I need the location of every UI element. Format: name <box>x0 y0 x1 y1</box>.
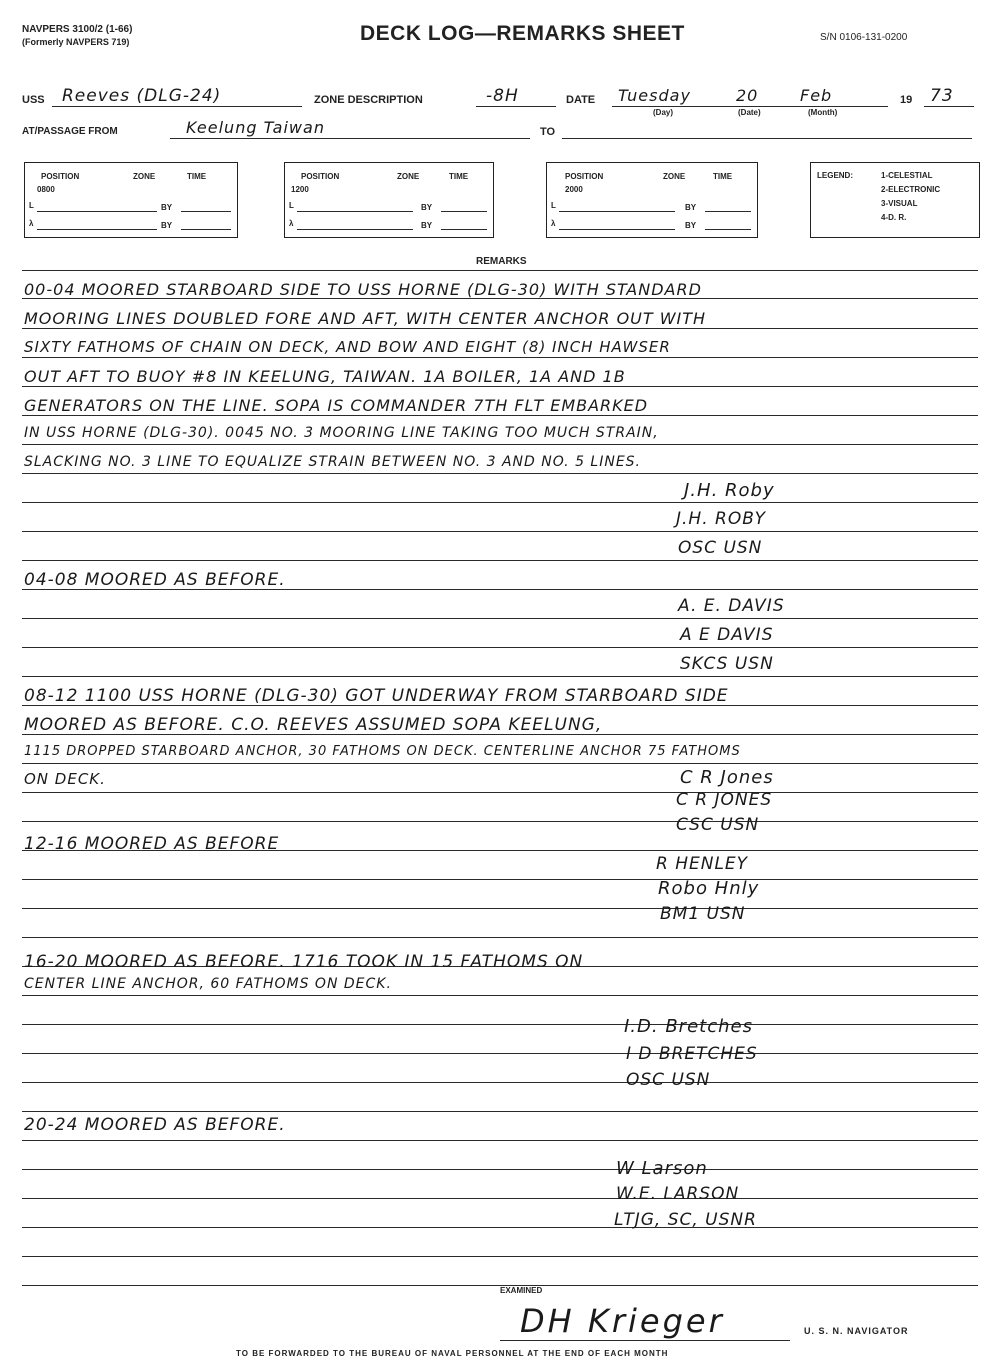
ruled-line <box>22 995 978 996</box>
remark-line: MOORED AS BEFORE. C.O. REEVES ASSUMED SOPA KEELUNG, <box>24 715 603 735</box>
longitude-line <box>297 229 413 230</box>
legend-item: 4-D. R. <box>881 213 907 222</box>
latitude-line <box>37 211 157 212</box>
by-line <box>705 229 751 230</box>
remark-line: CENTER LINE ANCHOR, 60 FATHOMS ON DECK. <box>24 976 392 992</box>
signature-rank: SKCS USN <box>680 654 774 674</box>
form-formerly: (Formerly NAVPERS 719) <box>22 37 130 47</box>
ruled-line <box>22 1256 978 1257</box>
remark-line: 08-12 1100 USS HORNE (DLG-30) GOT UNDERWAY FROM STARBOARD SIDE <box>24 686 729 706</box>
ruled-line <box>22 1169 978 1170</box>
signature-name: J.H. ROBY <box>676 509 766 529</box>
remark-line: SLACKING NO. 3 LINE TO EQUALIZE STRAIN BETWEEN NO. 3 AND NO. 5 LINES. <box>24 454 642 470</box>
ruled-line <box>22 531 978 532</box>
signature-rank: OSC USN <box>626 1070 711 1090</box>
date-date: 20 <box>736 86 759 105</box>
passage-value: Keelung Taiwan <box>186 118 325 137</box>
signature-script: W Larson <box>616 1158 708 1179</box>
position-time: 0800 <box>37 185 55 194</box>
navigator-label: U. S. N. NAVIGATOR <box>804 1326 909 1336</box>
by-line <box>705 211 751 212</box>
latitude-line <box>559 211 675 212</box>
signature-rank: CSC USN <box>676 815 760 835</box>
year-underline <box>924 106 974 107</box>
signature-script: Robo Hnly <box>658 878 760 899</box>
remark-line: 1115 DROPPED STARBOARD ANCHOR, 30 FATHOMS ON DECK. CENTERLINE ANCHOR 75 FATHOMS <box>24 744 741 759</box>
date-label: DATE <box>566 94 596 106</box>
by-label: BY <box>161 221 173 230</box>
form-number: NAVPERS 3100/2 (1-66) <box>22 24 133 35</box>
ruled-line <box>22 1024 978 1025</box>
remarks-heading: REMARKS <box>476 256 527 267</box>
signature-script: J.H. Roby <box>684 480 775 501</box>
ruled-line <box>22 560 978 561</box>
zone-col-label: ZONE <box>663 172 686 181</box>
position-col-label: POSITION <box>565 172 604 181</box>
remark-line: 04-08 MOORED AS BEFORE. <box>24 570 286 590</box>
passage-label: AT/PASSAGE FROM <box>22 126 118 137</box>
ruled-line <box>22 444 978 445</box>
zone-col-label: ZONE <box>133 172 156 181</box>
date-day: Tuesday <box>618 86 691 105</box>
position-col-label: POSITION <box>301 172 340 181</box>
remark-line: 12-16 MOORED AS BEFORE <box>24 834 280 854</box>
legend-box <box>810 162 980 238</box>
by-line <box>441 211 487 212</box>
to-label: TO <box>540 126 556 138</box>
ruled-line <box>22 1053 978 1054</box>
examined-label: EXAMINED <box>500 1286 543 1295</box>
stock-number: S/N 0106-131-0200 <box>820 32 908 43</box>
ruled-line <box>22 937 978 938</box>
ruled-line <box>22 1140 978 1141</box>
remark-line: ON DECK. <box>24 770 106 788</box>
ruled-line <box>22 1111 978 1112</box>
zone-value: -8H <box>486 86 519 106</box>
day-caption: (Day) <box>653 108 674 117</box>
ruled-line <box>22 502 978 503</box>
ruled-line <box>22 1198 978 1199</box>
ruled-line <box>22 473 978 474</box>
legend-item: 3-VISUAL <box>881 199 918 208</box>
latitude-label: L <box>29 201 34 210</box>
position-col-label: POSITION <box>41 172 80 181</box>
longitude-label: λ <box>289 219 294 228</box>
position-box-2000 <box>546 162 758 238</box>
remark-line: OUT AFT TO BUOY #8 IN KEELUNG, TAIWAN. 1A BOILER, 1A AND 1B <box>24 367 626 386</box>
ruled-line <box>22 879 978 880</box>
uss-underline <box>52 106 302 107</box>
remark-line: 20-24 MOORED AS BEFORE. <box>24 1115 286 1135</box>
date-underline <box>612 106 888 107</box>
signature-name: C R JONES <box>676 790 773 810</box>
by-label: BY <box>685 221 697 230</box>
ruled-line <box>22 357 978 358</box>
position-box-0800 <box>24 162 238 238</box>
ruled-line <box>22 270 978 271</box>
longitude-label: λ <box>551 219 556 228</box>
page-title: DECK LOG—REMARKS SHEET <box>360 22 685 45</box>
by-line <box>441 229 487 230</box>
remark-line: GENERATORS ON THE LINE. SOPA IS COMMANDER 7TH FLT EMBARKED <box>24 396 649 415</box>
ruled-line <box>22 415 978 416</box>
ruled-line <box>22 618 978 619</box>
time-col-label: TIME <box>449 172 469 181</box>
year-prefix: 19 <box>900 94 913 106</box>
zone-underline <box>476 106 556 107</box>
signature-name: I D BRETCHES <box>626 1044 758 1064</box>
signature-rank: OSC USN <box>678 538 763 558</box>
by-line <box>181 229 231 230</box>
uss-label: USS <box>22 94 45 106</box>
to-underline <box>562 138 972 139</box>
signature-rank: LTJG, SC, USNR <box>614 1210 757 1230</box>
latitude-label: L <box>289 201 294 210</box>
remark-line: IN USS HORNE (DLG-30). 0045 NO. 3 MOORING LINE TAKING TOO MUCH STRAIN, <box>24 425 659 441</box>
longitude-line <box>559 229 675 230</box>
zone-col-label: ZONE <box>397 172 420 181</box>
signature-name: A. E. DAVIS <box>678 596 785 616</box>
forward-note: TO BE FORWARDED TO THE BUREAU OF NAVAL PERSONNEL AT THE END OF EACH MONTH <box>236 1349 669 1358</box>
legend-item: 2-ELECTRONIC <box>881 185 941 194</box>
by-line <box>181 211 231 212</box>
ruled-line <box>22 1227 978 1228</box>
signature-name: R HENLEY <box>656 854 749 874</box>
by-label: BY <box>161 203 173 212</box>
by-label: BY <box>421 203 433 212</box>
signature-script: C R Jones <box>680 767 774 788</box>
ruled-line <box>22 763 978 764</box>
signature-name-script: A E DAVIS <box>680 625 774 645</box>
ruled-line <box>22 386 978 387</box>
by-label: BY <box>685 203 697 212</box>
ruled-line <box>22 1082 978 1083</box>
longitude-label: λ <box>29 219 34 228</box>
zone-label: ZONE DESCRIPTION <box>314 94 423 106</box>
uss-value: Reeves (DLG-24) <box>62 86 222 106</box>
signature-rank: BM1 USN <box>660 904 746 924</box>
year-value: 73 <box>930 86 954 106</box>
position-time: 1200 <box>291 185 309 194</box>
remark-line: 16-20 MOORED AS BEFORE. 1716 TOOK IN 15 FATHOMS ON <box>24 952 584 972</box>
month-caption: (Month) <box>808 108 838 117</box>
ruled-line <box>22 647 978 648</box>
legend-label: LEGEND: <box>817 171 853 180</box>
time-col-label: TIME <box>187 172 207 181</box>
ruled-line <box>22 821 978 822</box>
date-caption: (Date) <box>738 108 761 117</box>
longitude-line <box>37 229 157 230</box>
ruled-line <box>22 908 978 909</box>
latitude-label: L <box>551 201 556 210</box>
remark-line: MOORING LINES DOUBLED FORE AND AFT, WITH CENTER ANCHOR OUT WITH <box>24 309 707 328</box>
ruled-line <box>22 676 978 677</box>
navigator-signature-line <box>500 1340 790 1341</box>
legend-item: 1-CELESTIAL <box>881 171 933 180</box>
by-label: BY <box>421 221 433 230</box>
examined-signature: DH Krieger <box>520 1302 725 1340</box>
position-time: 2000 <box>565 185 583 194</box>
ruled-line <box>22 792 978 793</box>
remark-line: 00-04 MOORED STARBOARD SIDE TO USS HORNE (DLG-30) WITH STANDARD <box>24 280 702 299</box>
signature-script: I.D. Bretches <box>624 1016 753 1037</box>
remark-line: SIXTY FATHOMS OF CHAIN ON DECK, AND BOW AND EIGHT (8) INCH HAWSER <box>24 338 671 356</box>
time-col-label: TIME <box>713 172 733 181</box>
ruled-line <box>22 328 978 329</box>
signature-name: W.E. LARSON <box>616 1184 740 1204</box>
position-box-1200 <box>284 162 494 238</box>
passage-underline <box>170 138 530 139</box>
date-month: Feb <box>800 86 833 105</box>
latitude-line <box>297 211 413 212</box>
